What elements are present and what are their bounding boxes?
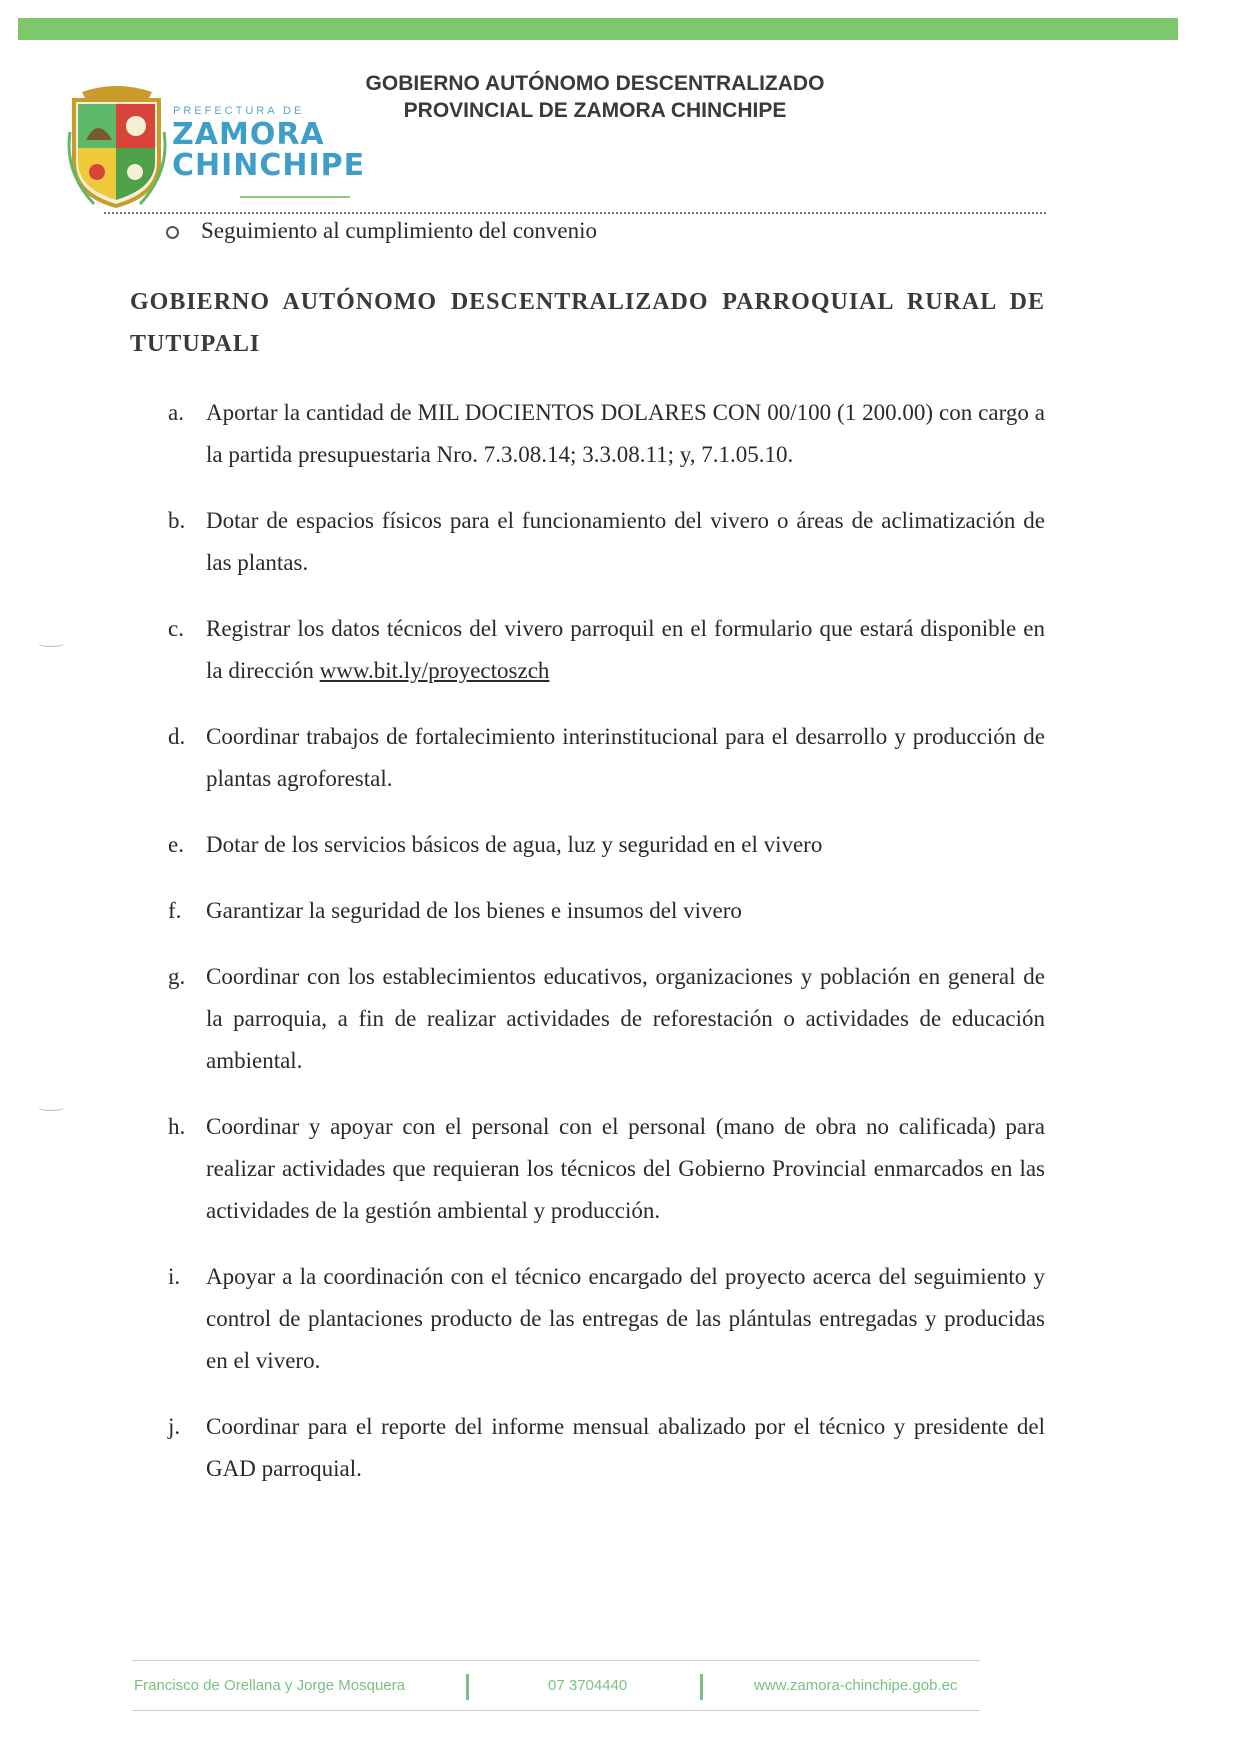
footer-bottom-rule [132, 1710, 980, 1711]
obligations-list [130, 392, 1045, 1514]
item-marker: i. [168, 1264, 181, 1289]
list-item-d [130, 716, 1045, 800]
header-dotted-divider [104, 212, 1046, 214]
item-text: Registrar los datos técnicos del vivero parroquil en el formulario que estará disponible en la dirección [206, 616, 1045, 683]
item-text: Coordinar con los establecimientos educativos, organizaciones y población en general de la parroquia, a fin de realizar actividades de reforestación o actividades de educación ambiental. [206, 964, 1045, 1073]
footer-separator [466, 1674, 469, 1700]
footer-website[interactable]: www.zamora-chinchipe.gob.ec [754, 1677, 958, 1694]
shield-emblem [69, 86, 165, 206]
item-marker: d. [168, 724, 186, 749]
item-marker: c. [168, 616, 184, 641]
logo-prefectura-label: PREFECTURA DE [173, 105, 305, 117]
header-green-bar [18, 18, 1178, 40]
item-text: Garantizar la seguridad de los bienes e insumos del vivero [206, 898, 742, 923]
list-item-i [130, 1256, 1045, 1382]
item-marker: e. [168, 832, 184, 857]
list-item-g [130, 956, 1045, 1082]
list-item-b [130, 500, 1045, 584]
list-item-a [130, 392, 1045, 476]
item-text: Coordinar trabajos de fortalecimiento interinstitucional para el desarrollo y producción de plantas agroforestal. [206, 724, 1045, 791]
item-text: Coordinar para el reporte del informe mensual abalizado por el técnico y presidente del GAD parroquial. [206, 1414, 1045, 1481]
item-marker: f. [168, 898, 182, 923]
organization-header [320, 70, 870, 124]
section-title: GOBIERNO AUTÓNOMO DESCENTRALIZADO PARROQUIAL RURAL DE TUTUPALI [130, 289, 1045, 357]
item-marker: a. [168, 400, 184, 425]
footer-address: Francisco de Orellana y Jorge Mosquera [134, 1677, 405, 1694]
item-text: Dotar de espacios físicos para el funcionamiento del vivero o áreas de aclimatización de las plantas. [206, 508, 1045, 575]
item-marker: h. [168, 1114, 186, 1139]
item-text: Apoyar a la coordinación con el técnico encargado del proyecto acerca del seguimiento y control de plantaciones producto de las entregas de las plántulas entregadas y producidas en el vivero. [206, 1264, 1045, 1373]
footer-top-rule [132, 1660, 980, 1661]
item-marker: g. [168, 964, 186, 989]
bullet-text: Seguimiento al cumplimiento del convenio [201, 218, 598, 243]
form-url-link[interactable]: www.bit.ly/proyectoszch [319, 658, 550, 683]
organization-line-2: PROVINCIAL DE ZAMORA CHINCHIPE [403, 99, 787, 122]
item-marker: b. [168, 508, 186, 533]
list-item-h [130, 1106, 1045, 1232]
logo-zamora-label: ZAMORA [172, 117, 325, 152]
item-text: Dotar de los servicios básicos de agua, luz y seguridad en el vivero [206, 832, 823, 857]
bullet-item [166, 218, 597, 244]
list-item-c [130, 608, 1045, 692]
scan-artifact-mark [38, 640, 64, 647]
footer-phone: 07 3704440 [548, 1677, 628, 1694]
logo-underline [240, 196, 350, 198]
organization-line-1: GOBIERNO AUTÓNOMO DESCENTRALIZADO [365, 72, 825, 95]
footer-separator [700, 1674, 703, 1700]
list-item-j [130, 1406, 1045, 1490]
item-text: Coordinar y apoyar con el personal con el personal (mano de obra no calificada) para realizar actividades que requieran los técnicos del Gobierno Provincial enmarcados en las actividades de la gestión ambiental y producción. [206, 1114, 1045, 1223]
bullet-icon [166, 226, 179, 239]
list-item-e [130, 824, 1045, 866]
logo-chinchipe-label: CHINCHIPE [172, 148, 366, 183]
list-item-f [130, 890, 1045, 932]
scan-artifact-mark [38, 1104, 64, 1111]
item-text: Aportar la cantidad de MIL DOCIENTOS DOLARES CON 00/100 (1 200.00) con cargo a la partida presupuestaria Nro. 7.3.08.14; 3.3.08.11; y, 7.1.05.10. [206, 400, 1045, 467]
item-marker: j. [168, 1414, 181, 1439]
